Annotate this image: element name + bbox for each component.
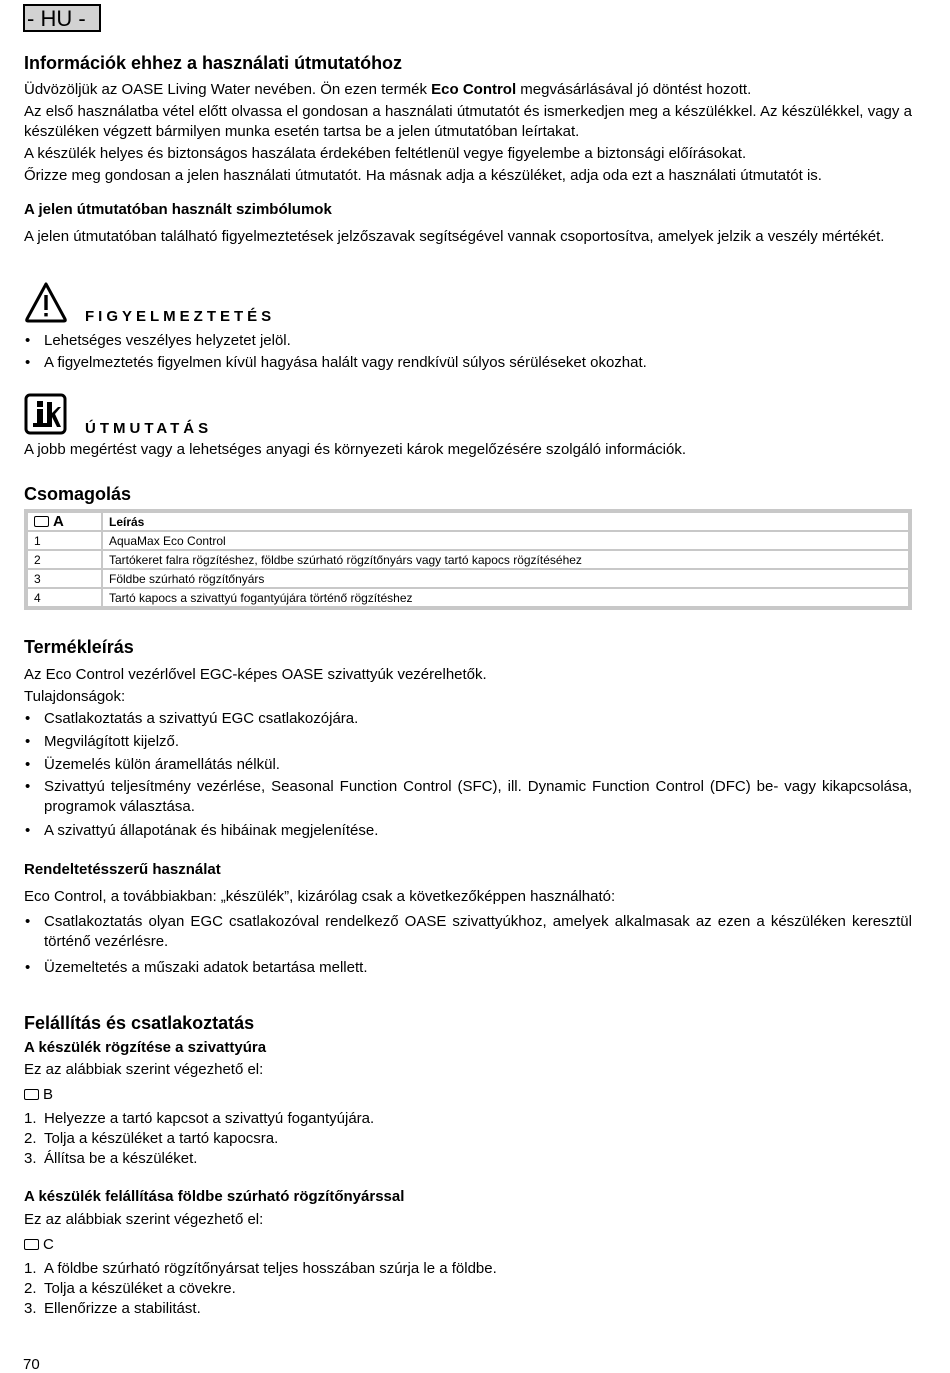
product-paragraph-2: Tulajdonságok: xyxy=(24,688,126,705)
table-row: 4 Tartó kapocs a szivattyú fogantyújára történő rögzítéshez xyxy=(27,588,909,607)
info-paragraph-1: Üdvözöljük az OASE Living Water nevében. Ön ezen termék Eco Control megvásárlásával jó döntést hozott. xyxy=(24,81,752,98)
setup-heading: Felállítás és csatlakoztatás xyxy=(24,1013,255,1033)
list-item: • A figyelmeztetés figyelmen kívül hagyása halált vagy rendkívül súlyos sérüléseket okozhat. xyxy=(24,352,912,374)
warning-triangle-icon xyxy=(24,281,68,323)
table-row: 1 AquaMax Eco Control xyxy=(27,531,909,550)
figure-ref-c: C xyxy=(24,1236,912,1254)
list-item: • Lehetséges veszélyes helyzetet jelöl. xyxy=(24,330,912,352)
figure-ref-b: B xyxy=(24,1086,912,1104)
table-row: 2 Tartókeret falra rögzítéshez, földbe szúrható rögzítőnyárs vagy tartó kapocs rögzítéséhez xyxy=(27,550,909,569)
setup-sub1-steps xyxy=(24,1109,912,1169)
page-number: 70 xyxy=(23,1356,40,1373)
product-heading: Termékleírás xyxy=(24,637,134,657)
list-item: 1. A földbe szúrható rögzítőnyársat teljes hosszában szúrja le a földbe. xyxy=(24,1260,497,1277)
note-label: ÚTMUTATÁS xyxy=(85,420,213,437)
list-item: • Üzemelés külön áramellátás nélkül. xyxy=(24,754,912,776)
col-desc-header: Leírás xyxy=(102,512,909,531)
note-text: A jobb megértést vagy a lehetséges anyagi és környezeti károk megelőzésére szolgáló információk. xyxy=(24,441,687,458)
list-item: • Megvilágított kijelző. xyxy=(24,731,912,753)
table-row: 3 Földbe szúrható rögzítőnyárs xyxy=(27,569,909,588)
product-name: Eco Control xyxy=(431,81,517,98)
list-item: 3. Állítsa be a készüléket. xyxy=(24,1150,198,1167)
info-paragraph-3: A készülék helyes és biztonságos haszálata érdekében feltétlenül vegye figyelembe a biztonsági előírásokat. xyxy=(24,145,747,162)
table-header-row xyxy=(27,512,909,531)
setup-sub2-heading: A készülék felállítása földbe szúrható rögzítőnyárssal xyxy=(24,1188,405,1205)
info-paragraph-2: Az első használatba vétel előtt olvassa el gondosan a használati útmutatót és ismerkedjen meg a készülékkel. Az készülékkel, vagy a készüléken végzett bármilyen munka esetén tartsa be a jelen útmutatóban leírtakat. xyxy=(24,103,912,140)
setup-sub1-heading: A készülék rögzítése a szivattyúra xyxy=(24,1039,267,1056)
list-item: 3. Ellenőrizze a stabilitást. xyxy=(24,1300,201,1317)
list-item: 2. Tolja a készüléket a tartó kapocsra. xyxy=(24,1130,279,1147)
figure-ref-icon xyxy=(34,516,49,527)
intended-use-intro: Eco Control, a továbbiakban: „készülék”, kizárólag csak a következőképpen használható: xyxy=(24,888,616,905)
product-paragraph-1: Az Eco Control vezérlővel EGC-képes OASE szivattyúk vezérelhetők. xyxy=(24,666,487,683)
info-icon xyxy=(24,393,68,435)
symbols-intro: A jelen útmutatóban található figyelmeztetések jelzőszavak segítségével vannak csoportosítva, amelyek jelzik a veszély mértékét. xyxy=(24,228,885,245)
col-ref-header: A xyxy=(27,512,102,531)
setup-sub1-intro: Ez az alábbiak szerint végezhető el: xyxy=(24,1061,264,1078)
list-item: 2. Tolja a készüléket a cövekre. xyxy=(24,1280,236,1297)
info-heading: Információk ehhez a használati útmutatóhoz xyxy=(24,53,403,73)
list-item: • Szivattyú teljesítmény vezérlése, Seasonal Function Control (SFC), ill. Dynamic Function Control (DFC) be- vagy kikapcsolása, programok választása. xyxy=(24,777,912,817)
packaging-table xyxy=(24,509,912,610)
intended-use-heading: Rendeltetésszerű használat xyxy=(24,861,221,878)
figure-ref-icon xyxy=(24,1089,39,1100)
warning-label: FIGYELMEZTETÉS xyxy=(85,308,276,325)
setup-sub2-steps xyxy=(24,1259,912,1319)
packaging-table-wrap xyxy=(24,509,912,610)
product-features-list xyxy=(24,708,912,842)
note-block xyxy=(24,393,912,437)
list-item: • Csatlakoztatás a szivattyú EGC csatlakozójára. xyxy=(24,708,912,730)
warning-block xyxy=(24,281,912,327)
list-item: • A szivattyú állapotának és hibáinak megjelenítése. xyxy=(24,820,912,842)
setup-sub2-intro: Ez az alábbiak szerint végezhető el: xyxy=(24,1211,264,1228)
language-tag: - HU - xyxy=(23,4,101,32)
intended-use-list xyxy=(24,912,912,979)
list-item: • Üzemeltetés a műszaki adatok betartása mellett. xyxy=(24,957,912,979)
list-item: • Csatlakoztatás olyan EGC csatlakozóval rendelkező OASE szivattyúkhoz, amelyek alkalmasak az ezen a készüléken keresztül történő vezérlésre. xyxy=(24,912,912,952)
figure-ref-icon xyxy=(24,1239,39,1250)
warning-list xyxy=(24,330,912,374)
list-item: 1. Helyezze a tartó kapcsot a szivattyú fogantyújára. xyxy=(24,1110,375,1127)
symbols-heading: A jelen útmutatóban használt szimbólumok xyxy=(24,201,332,218)
info-paragraph-4: Őrizze meg gondosan a jelen használati útmutatót. Ha másnak adja a készüléket, adja oda ezt a használati útmutatót is. xyxy=(24,167,822,184)
packaging-heading: Csomagolás xyxy=(24,484,132,504)
